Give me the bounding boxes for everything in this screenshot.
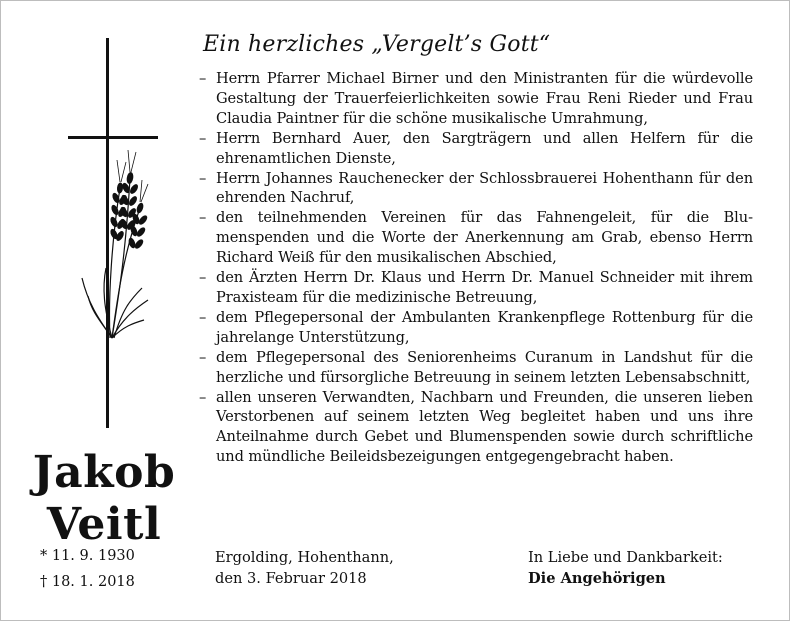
- thanks-item: [199, 208, 753, 268]
- thanks-item: [199, 348, 753, 388]
- thanks-item-text: Herrn Bernhard Auer, den Sargträgern und allen Helfern für die ehrenamtlichen Dienste,: [216, 129, 753, 167]
- thanks-item: [199, 69, 753, 129]
- thanks-item: [199, 308, 753, 348]
- deceased-first-name: Jakob: [32, 447, 176, 498]
- date: den 3. Februar 2018: [215, 570, 367, 587]
- thanks-item-text: den Ärzten Herrn Dr. Klaus und Herrn Dr. Manuel Schneider mit ihrem Praxisteam für die medizinische Betreuung,: [216, 269, 753, 306]
- death-date: † 18. 1. 2018: [40, 574, 135, 590]
- list-dash: –: [199, 169, 207, 187]
- thanks-item: [199, 268, 753, 308]
- thanks-item-text: Herrn Johannes Rauchenecker der Schlossbrauerei Hohenthann für den ehrenden Nachruf,: [216, 169, 753, 207]
- thanks-item: [199, 129, 753, 169]
- place: Ergolding, Hohenthann,: [215, 549, 394, 566]
- deceased-last-name: Veitl: [46, 499, 162, 550]
- thanks-item: [199, 388, 753, 468]
- birth-date: * 11. 9. 1930: [40, 548, 135, 564]
- place-and-date: [215, 547, 515, 589]
- thanks-item-text: Herrn Pfarrer Michael Birner und den Ministranten für die würdevolle Gestaltung der Trauerfeierlichkeiten sowie Frau Reni Rieder und Frau Claudia Paintner für die schöne musikalische Umrahmung,: [216, 70, 753, 127]
- list-dash: –: [199, 388, 207, 406]
- list-dash: –: [199, 70, 207, 87]
- thanks-item-text: den teilnehmenden Vereinen für das Fahnengeleit, für die Blumenspenden und die Worte der Anerkennung am Grab, ebenso Herrn Richard Weiß für den musikalischen Abschied,: [216, 209, 753, 267]
- list-dash: –: [199, 129, 207, 147]
- deceased-name: [28, 447, 180, 551]
- list-dash: –: [199, 209, 207, 227]
- list-dash: –: [199, 348, 207, 366]
- signature-block: [528, 547, 778, 589]
- closing-line: In Liebe und Dankbarkeit:: [528, 549, 723, 566]
- list-dash: –: [199, 269, 207, 287]
- thanks-list: [199, 69, 753, 467]
- life-dates: [40, 543, 180, 595]
- notice-heading: Ein herzliches „Vergelt’s Gott“: [203, 32, 551, 57]
- signature: Die Angehörigen: [528, 570, 666, 587]
- list-dash: –: [199, 308, 207, 326]
- thanks-item-text: dem Pflegepersonal des Seniorenheims Curanum in Landshut für die herzliche und fürsorgliche Betreuung in seinem letzten Lebensabschnitt,: [216, 348, 753, 386]
- thanks-item-text: allen unseren Verwandten, Nachbarn und Freunden, die unseren lieben Verstorbenen auf seinem letzten Weg begleitet haben und uns ihre Anteilnahme durch Gebet und Blumenspenden sowie durch schriftliche und mündliche Beileidsbezeigungen entgegengebracht haben.: [216, 388, 753, 466]
- thanks-item: [199, 169, 753, 209]
- thanks-item-text: dem Pflegepersonal der Ambulanten Krankenpflege Rottenburg für die jahrelange Unterstützung,: [216, 308, 753, 346]
- cross-with-wheat-icon: [68, 38, 158, 428]
